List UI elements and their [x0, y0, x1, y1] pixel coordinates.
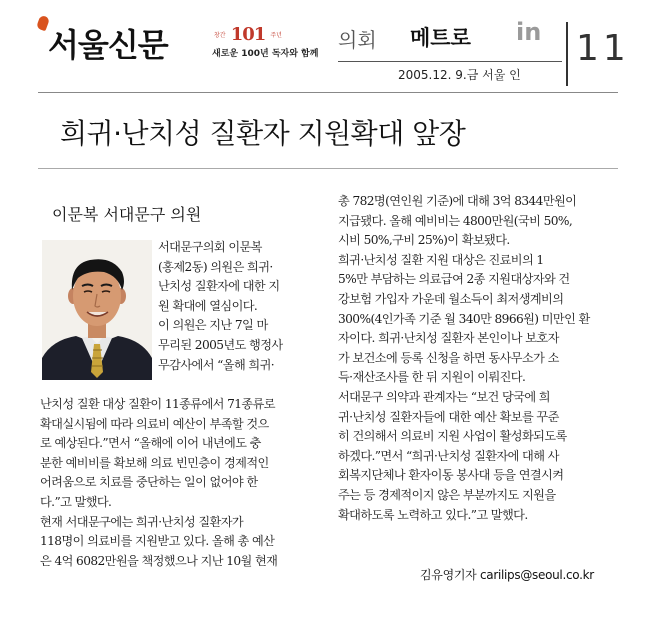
logo-text: 서울신문	[48, 26, 168, 64]
body-line: 히 건의해서 의료비 지원 사업이 활성화되도록	[338, 429, 567, 444]
page-number: 11	[576, 28, 630, 69]
body-line: 300%(4인가족 기준 월 340만 8966원) 미만인 환	[338, 311, 590, 326]
body-line: (홍제2동) 의원은 희귀·	[158, 259, 273, 274]
section-in: in	[516, 18, 542, 46]
body-line: 서대문구 의약과 관계자는 “보건 당국에 희	[338, 389, 550, 404]
body-line: 현재 서대문구에는 희귀·난치성 질환자가	[40, 514, 244, 529]
body-line: 하겠다.”면서 “희귀·난치성 질환자에 대해 사	[338, 448, 559, 463]
body-line: 118명이 의료비를 지원받고 있다. 올해 총 예산	[40, 534, 275, 549]
body-line: 분한 예비비를 확보해 의료 빈민층이 경제적인	[40, 455, 269, 470]
article-body-left-top	[158, 238, 318, 375]
body-line: 무감사에서 “올해 희귀·	[158, 357, 275, 372]
article-body-right	[338, 192, 618, 525]
masthead-rule	[38, 92, 618, 93]
date-line: 2005.12. 9.금 서울 인	[398, 68, 521, 82]
anniversary-number: 101	[230, 24, 266, 45]
anniversary-suffix: 주년	[270, 32, 282, 39]
masthead	[38, 14, 630, 92]
body-line: 강보험 가입자 가운데 월소득이 최저생계비의	[338, 291, 564, 306]
body-line: 원 확대에 열심이다.	[158, 298, 258, 313]
body-line: 어려움으로 치료를 중단하는 일이 없어야 한	[40, 475, 258, 490]
masthead-divider	[338, 61, 562, 62]
article-headline: 희귀·난치성 질환자 지원확대 앞장	[60, 117, 466, 150]
person-portrait-icon	[42, 240, 152, 380]
body-line: 희귀·난치성 질환 지원 대상은 진료비의 1	[338, 252, 544, 267]
body-line: 득·재산조사를 한 뒤 지원이 이뤄진다.	[338, 370, 526, 385]
anniversary-prefix: 창간	[214, 32, 226, 39]
body-line: 총 782명(연인원 기준)에 대해 3억 8344만원이	[338, 194, 577, 208]
body-line: 가 보건소에 등록 신청을 하면 동사무소가 소	[338, 350, 559, 365]
anniversary-tagline: 새로운 100년 독자와 함께	[212, 49, 319, 59]
body-line: 로 예상된다.”면서 “올해에 이어 내년에도 충	[40, 436, 261, 451]
body-line: 귀·난치성 질환자들에 대한 예산 확보를 꾸준	[338, 409, 559, 424]
body-line: 무리된 2005년도 행정사	[158, 337, 283, 352]
page-number-divider	[566, 22, 568, 86]
body-line: 지급됐다. 올해 예비비는 4800만원(국비 50%,	[338, 213, 573, 228]
article-subhead: 이문복 서대문구 의원	[52, 205, 202, 224]
body-line: 확대하도록 노력하고 있다.”고 말했다.	[338, 507, 528, 522]
anniversary-badge	[214, 24, 282, 45]
newspaper-logo	[38, 16, 188, 64]
body-line: 난치성 질환 대상 질환이 11종류에서 71종류로	[40, 397, 275, 411]
body-line: 5%만 부담하는 의료급여 2종 지원대상자와 건	[338, 272, 570, 287]
body-line: 주는 등 경제적이지 않은 부분까지도 지원을	[338, 487, 556, 502]
reporter-credit: 김유영기자 carilips@seoul.co.kr	[420, 568, 594, 582]
body-line: 난치성 질환자에 대한 지	[158, 279, 280, 294]
body-line: 확대실시됨에 따라 의료비 예산이 부족할 것으	[40, 416, 269, 431]
headline-rule	[38, 168, 618, 169]
body-line: 서대문구의회 이문복	[158, 240, 262, 254]
portrait-illustration	[42, 240, 152, 380]
section-tag: 의회	[338, 28, 377, 52]
body-line: 회복지단체나 환자이동 봉사대 등을 연결시켜	[338, 468, 564, 483]
body-line: 자이다. 희귀·난치성 질환자 본인이나 보호자	[338, 331, 559, 346]
body-line: 이 의원은 지난 7일 마	[158, 318, 268, 333]
section-name: 메트로	[410, 26, 471, 50]
article-body-left-bottom	[40, 395, 320, 571]
body-line: 다.”고 말했다.	[40, 494, 112, 509]
body-line: 시비 50%,구비 25%)이 확보됐다.	[338, 233, 510, 248]
body-line: 은 4억 6082만원을 책정했으나 지난 10월 현재	[40, 553, 278, 568]
